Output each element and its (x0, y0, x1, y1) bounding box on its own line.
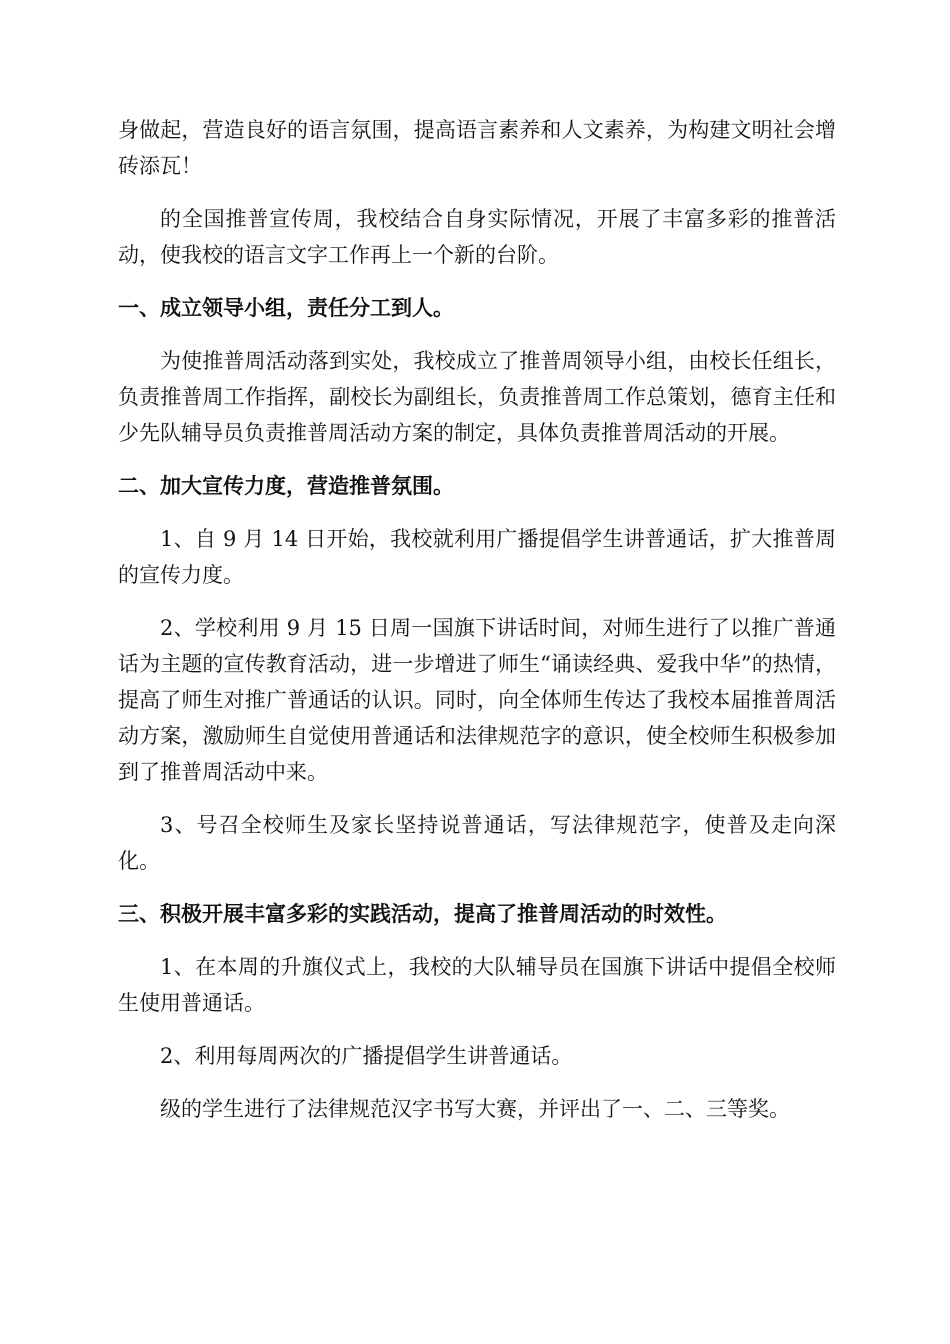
section-heading-3: 三、积极开展丰富多彩的实践活动，提高了推普周活动的时效性。 (118, 902, 727, 926)
paragraph-families: 3、号召全校师生及家长坚持说普通话，写法律规范字，使普及走向深化。 (118, 813, 836, 873)
paragraph-flag-speech: 2、学校利用 9 月 15 日周一国旗下讲话时间，对师生进行了以推广普通话为主题的宣传教育活动，进一步增进了师生“诵读经典、爱我中华”的热情，提高了师生对推广普通话的认识。同时，向全体师生传达了我校本届推普周活动方案，激励师生自觉使用普通话和法律规范字的意识，使全校师生积极参加到了推普周活动中来。 (118, 616, 836, 784)
section-heading-2: 二、加大宣传力度，营造推普氛围。 (118, 474, 454, 498)
paragraph-intro: 的全国推普宣传周，我校结合自身实际情况，开展了丰富多彩的推普活动，使我校的语言文字工作再上一个新的台阶。 (118, 207, 836, 267)
paragraph-contest: 级的学生进行了法律规范汉字书写大赛，并评出了一、二、三等奖。 (160, 1097, 790, 1121)
paragraph-opening: 身做起，营造良好的语言氛围，提高语言素养和人文素养，为构建文明社会增砖添瓦！ (118, 118, 836, 178)
paragraph-broadcast: 1、自 9 月 14 日开始，我校就利用广播提倡学生讲普通话，扩大推普周的宣传力度。 (118, 527, 836, 587)
paragraph-leadership: 为使推普周活动落到实处，我校成立了推普周领导小组，由校长任组长，负责推普周工作指挥，副校长为副组长，负责推普周工作总策划，德育主任和少先队辅导员负责推普周活动方案的制定，具体负责推普周活动的开展。 (118, 349, 836, 445)
paragraph-ceremony: 1、在本周的升旗仪式上，我校的大队辅导员在国旗下讲话中提倡全校师生使用普通话。 (118, 955, 836, 1015)
section-heading-1: 一、成立领导小组，责任分工到人。 (118, 296, 454, 320)
document-page (118, 112, 836, 1144)
paragraph-weekly-broadcast: 2、利用每周两次的广播提倡学生讲普通话。 (160, 1044, 573, 1068)
